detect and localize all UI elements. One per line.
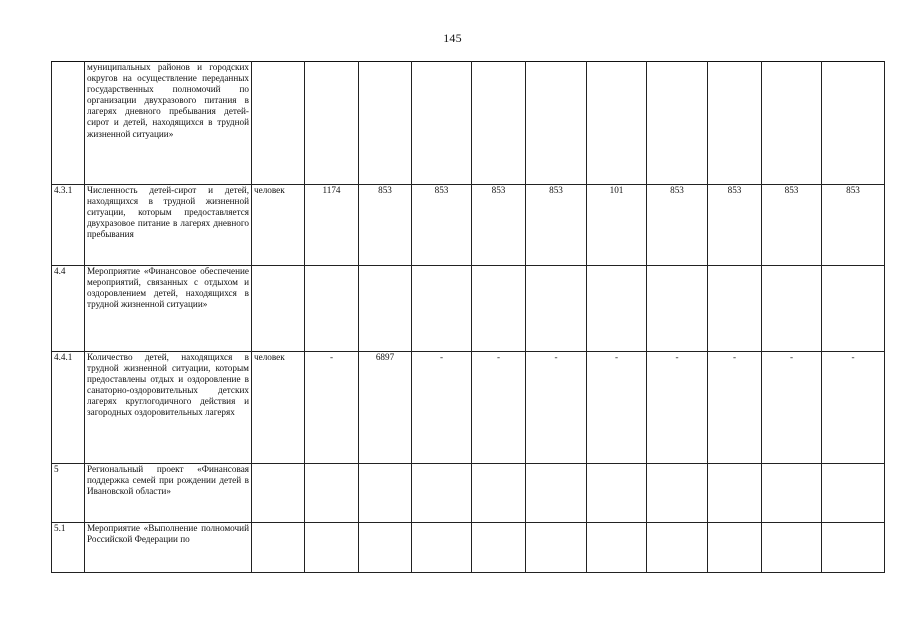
value-cell bbox=[359, 523, 412, 573]
unit-cell: человек bbox=[252, 352, 305, 464]
value-cell bbox=[822, 266, 885, 352]
table-row bbox=[52, 62, 885, 185]
value-cell bbox=[526, 266, 587, 352]
value-cell bbox=[472, 266, 526, 352]
unit-cell bbox=[252, 266, 305, 352]
value-cell bbox=[708, 62, 762, 185]
value-cell bbox=[359, 62, 412, 185]
indicator-name-cell: Мероприятие «Выполнение полномочий Российской Федерации по bbox=[85, 523, 252, 573]
value-cell: 853 bbox=[472, 185, 526, 266]
value-cell bbox=[587, 464, 647, 523]
indicator-name-cell: Количество детей, находящихся в трудной жизненной ситуации, которым предоставлены отдых и оздоровление в санаторно-оздоровительных детских лагерях круглогодичного действия и загородных оздоровительных лагерях bbox=[85, 352, 252, 464]
value-cell: - bbox=[472, 352, 526, 464]
value-cell bbox=[305, 464, 359, 523]
value-cell bbox=[472, 523, 526, 573]
unit-cell bbox=[252, 62, 305, 185]
row-number-cell: 4.3.1 bbox=[52, 185, 85, 266]
row-number-cell: 4.4.1 bbox=[52, 352, 85, 464]
value-cell bbox=[359, 266, 412, 352]
value-cell bbox=[305, 266, 359, 352]
value-cell bbox=[412, 523, 472, 573]
value-cell bbox=[412, 62, 472, 185]
unit-cell bbox=[252, 523, 305, 573]
value-cell: - bbox=[526, 352, 587, 464]
row-number-cell: 4.4 bbox=[52, 266, 85, 352]
row-number-cell bbox=[52, 62, 85, 185]
indicators-table bbox=[51, 61, 885, 573]
table-row bbox=[52, 464, 885, 523]
value-cell: 6897 bbox=[359, 352, 412, 464]
value-cell bbox=[472, 464, 526, 523]
value-cell bbox=[587, 62, 647, 185]
value-cell: - bbox=[412, 352, 472, 464]
value-cell bbox=[305, 523, 359, 573]
page-number: 145 bbox=[443, 31, 462, 45]
value-cell bbox=[305, 62, 359, 185]
value-cell bbox=[822, 62, 885, 185]
table-row bbox=[52, 523, 885, 573]
value-cell: 853 bbox=[359, 185, 412, 266]
value-cell: 853 bbox=[412, 185, 472, 266]
value-cell bbox=[412, 266, 472, 352]
value-cell bbox=[526, 464, 587, 523]
value-cell bbox=[762, 62, 822, 185]
value-cell: 1174 bbox=[305, 185, 359, 266]
indicator-name-cell: Численность детей-сирот и детей, находящихся в трудной жизненной ситуации, которым предоставляется двухразовое питание в лагерях дневного пребывания bbox=[85, 185, 252, 266]
value-cell bbox=[822, 464, 885, 523]
value-cell: 853 bbox=[647, 185, 708, 266]
value-cell bbox=[359, 464, 412, 523]
value-cell bbox=[708, 266, 762, 352]
unit-cell: человек bbox=[252, 185, 305, 266]
indicator-name-cell: Мероприятие «Финансовое обеспечение мероприятий, связанных с отдыхом и оздоровлением детей, находящихся в трудной жизненной ситуации» bbox=[85, 266, 252, 352]
value-cell bbox=[822, 523, 885, 573]
value-cell bbox=[708, 464, 762, 523]
value-cell: - bbox=[822, 352, 885, 464]
value-cell: 853 bbox=[708, 185, 762, 266]
value-cell: - bbox=[305, 352, 359, 464]
value-cell: 853 bbox=[762, 185, 822, 266]
value-cell bbox=[762, 523, 822, 573]
value-cell bbox=[412, 464, 472, 523]
row-number-cell: 5.1 bbox=[52, 523, 85, 573]
value-cell bbox=[472, 62, 526, 185]
table-row bbox=[52, 352, 885, 464]
indicator-name-cell: Региональный проект «Финансовая поддержка семей при рождении детей в Ивановской области» bbox=[85, 464, 252, 523]
table-row bbox=[52, 266, 885, 352]
value-cell: - bbox=[708, 352, 762, 464]
value-cell: 853 bbox=[822, 185, 885, 266]
value-cell: - bbox=[587, 352, 647, 464]
value-cell bbox=[647, 464, 708, 523]
value-cell bbox=[526, 62, 587, 185]
value-cell bbox=[587, 266, 647, 352]
row-number-cell: 5 bbox=[52, 464, 85, 523]
value-cell bbox=[526, 523, 587, 573]
unit-cell bbox=[252, 464, 305, 523]
value-cell bbox=[708, 523, 762, 573]
value-cell: - bbox=[647, 352, 708, 464]
value-cell bbox=[587, 523, 647, 573]
value-cell: 853 bbox=[526, 185, 587, 266]
value-cell bbox=[762, 266, 822, 352]
table-row bbox=[52, 185, 885, 266]
value-cell bbox=[762, 464, 822, 523]
value-cell: - bbox=[762, 352, 822, 464]
value-cell bbox=[647, 266, 708, 352]
indicator-name-cell: муниципальных районов и городских округов на осуществление переданных государственных полномочий по организации двухразового питания в лагерях дневного пребывания детей-сирот и детей, находящихся в трудной жизненной ситуации» bbox=[85, 62, 252, 185]
value-cell bbox=[647, 523, 708, 573]
value-cell: 101 bbox=[587, 185, 647, 266]
value-cell bbox=[647, 62, 708, 185]
